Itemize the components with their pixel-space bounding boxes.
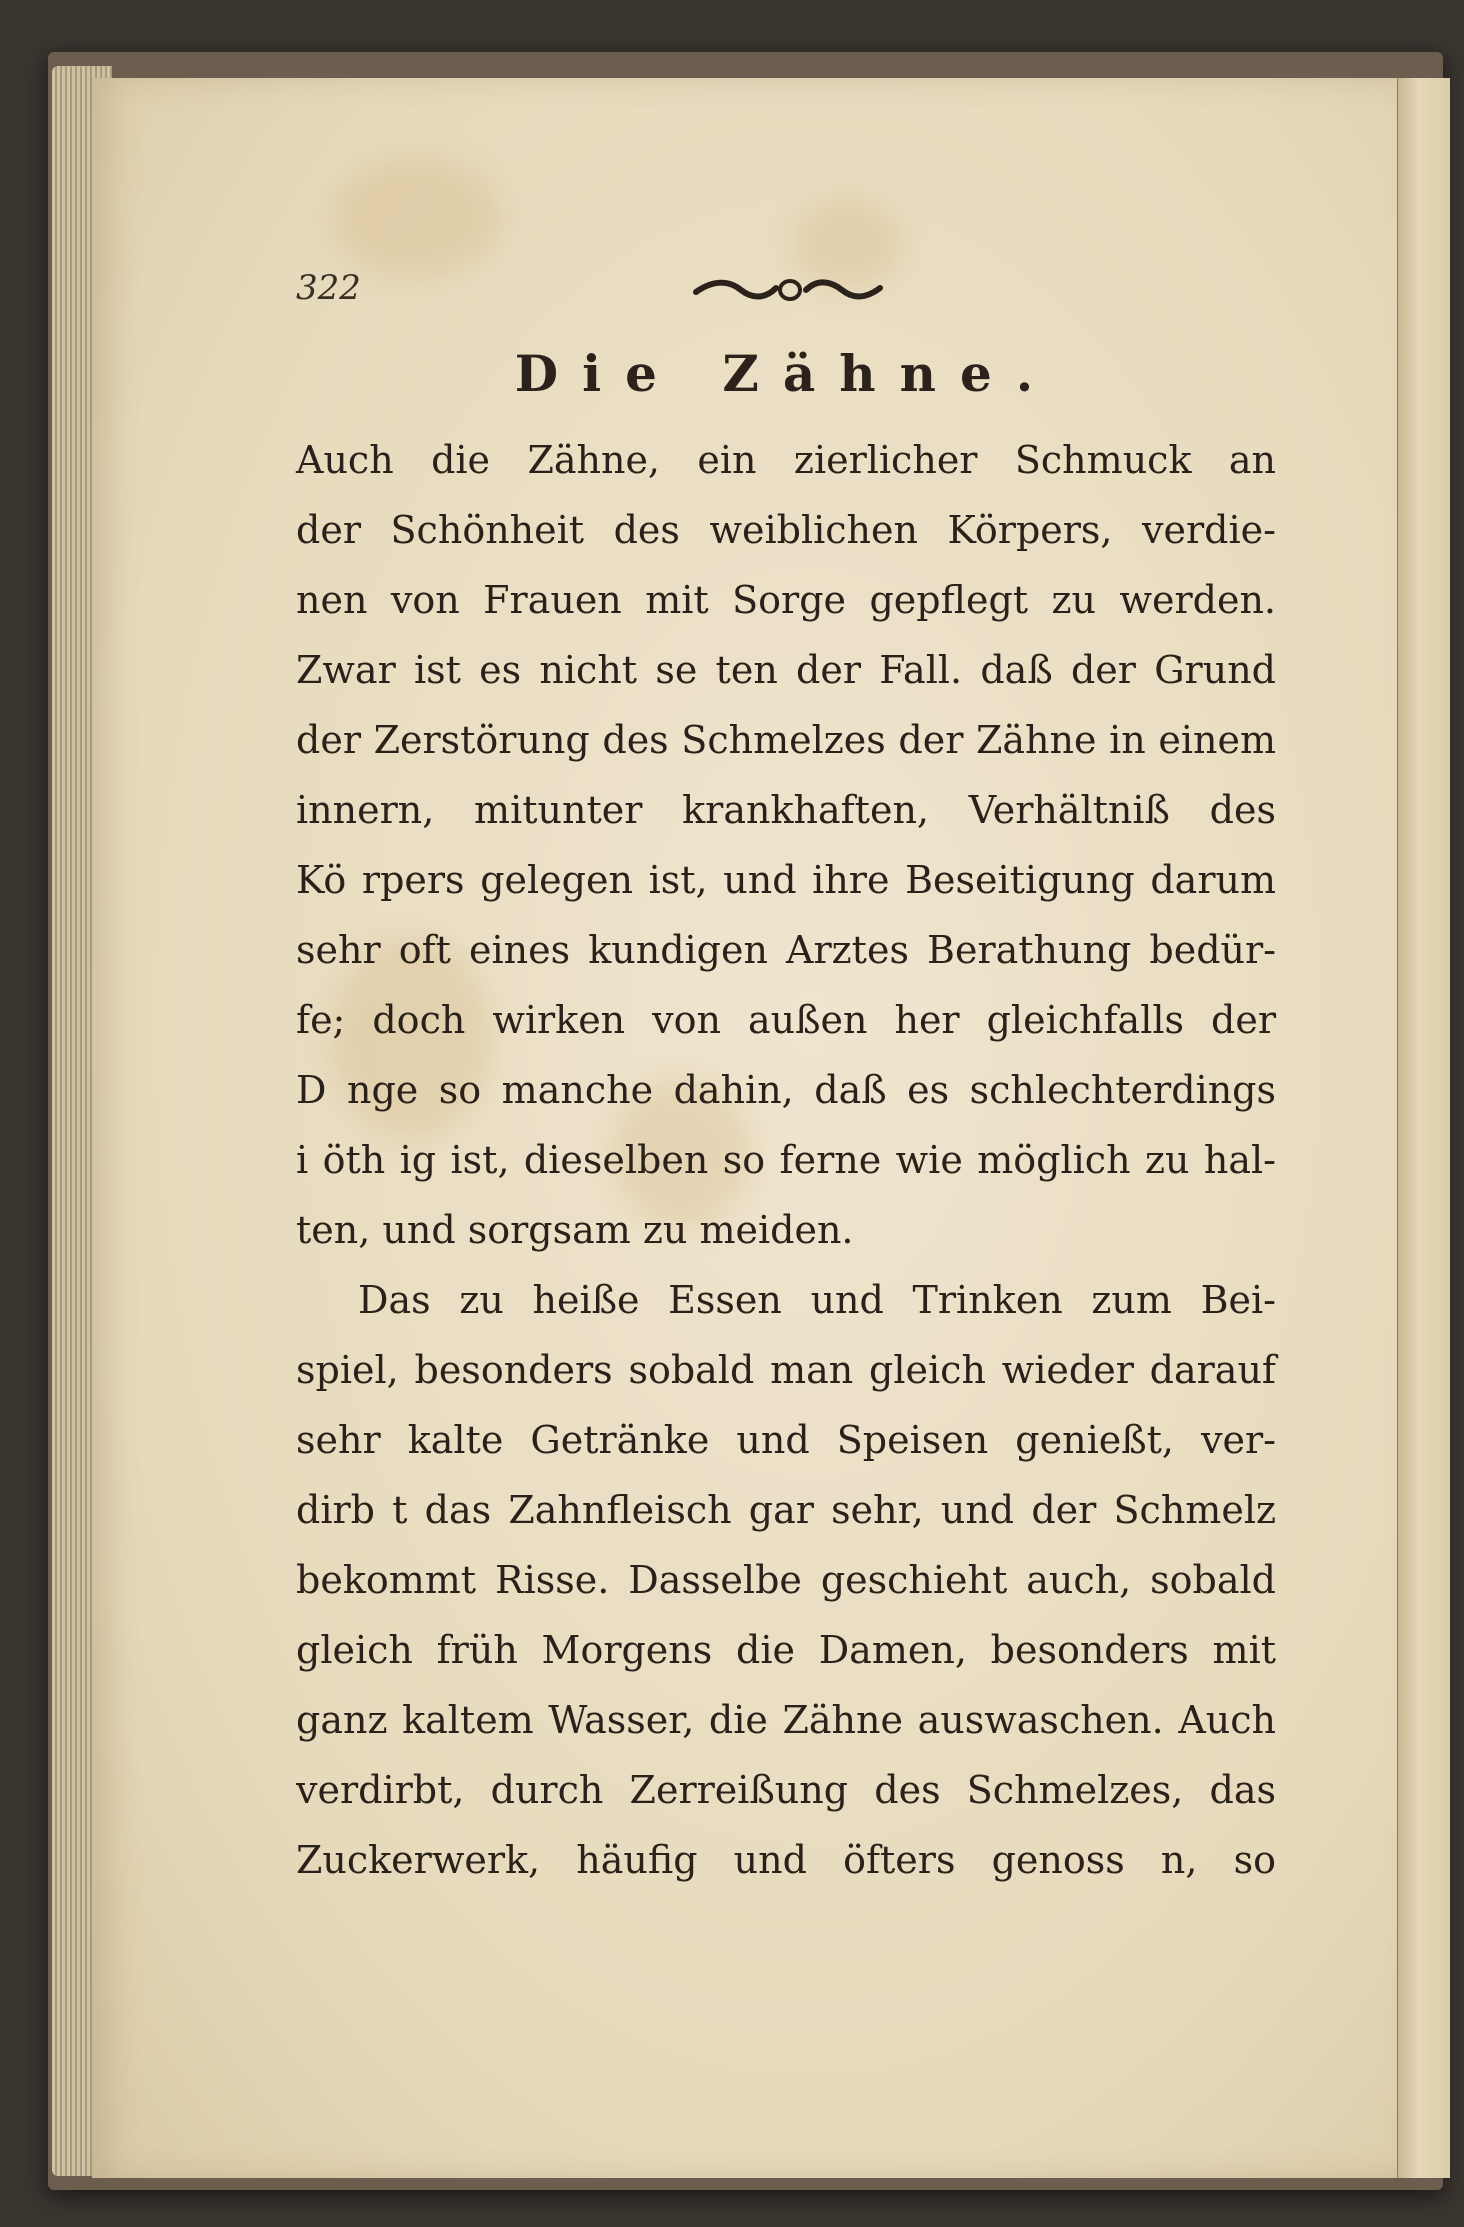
swirl-ornament-icon — [676, 260, 896, 320]
text-line: sehr oft eines kundigen Arztes Berathung bedür- — [296, 928, 1276, 972]
text-line: ten, und sorgsam zu meiden. — [296, 1208, 854, 1252]
text-line: nen von Frauen mit Sorge gepflegt zu werden. — [296, 578, 1276, 622]
text-line: i öth ig ist, dieselben so ferne wie möglich zu hal- — [296, 1138, 1276, 1182]
paragraph-2 — [296, 1265, 1276, 1895]
chapter-title: Die Zähne. — [514, 344, 1058, 403]
page-number: 322 — [296, 268, 361, 308]
text-line: innern, mitunter krankhaften, Verhältniß des — [296, 788, 1276, 832]
text-line: der Zerstörung des Schmelzes der Zähne in einem — [296, 718, 1276, 762]
text-line: gleich früh Morgens die Damen, besonders mit — [296, 1628, 1276, 1672]
page-header — [296, 260, 1276, 330]
text-line: sehr kalte Getränke und Speisen genießt, ver- — [296, 1418, 1276, 1462]
text-line: der Schönheit des weiblichen Körpers, verdie- — [296, 508, 1276, 552]
text-line: Auch die Zähne, ein zierlicher Schmuck an — [296, 438, 1276, 482]
text-line: Kö rpers gelegen ist, und ihre Beseitigung darum — [296, 858, 1276, 902]
adjacent-page-edge — [1396, 78, 1450, 2178]
text-line: dirb t das Zahnfleisch gar sehr, und der Schmelz — [296, 1488, 1276, 1532]
text-line: spiel, besonders sobald man gleich wieder darauf — [296, 1348, 1276, 1392]
text-line: ganz kaltem Wasser, die Zähne auswaschen. Auch — [296, 1698, 1276, 1742]
text-line: bekommt Risse. Dasselbe geschieht auch, sobald — [296, 1558, 1276, 1602]
text-line: fe; doch wirken von außen her gleichfalls der — [296, 998, 1276, 1042]
text-line: verdirbt, durch Zerreißung des Schmelzes, das — [296, 1768, 1276, 1812]
text-line: D nge so manche dahin, daß es schlechterdings — [296, 1068, 1276, 1112]
text-line: Das zu heiße Essen und Trinken zum Bei- — [358, 1278, 1276, 1322]
text-line: Zwar ist es nicht se ten der Fall. daß der Grund — [296, 648, 1276, 692]
text-line: Zuckerwerk, häufig und öfters genoss n, so — [296, 1838, 1276, 1882]
paragraph-1 — [296, 425, 1276, 1265]
text-column — [296, 260, 1276, 1895]
